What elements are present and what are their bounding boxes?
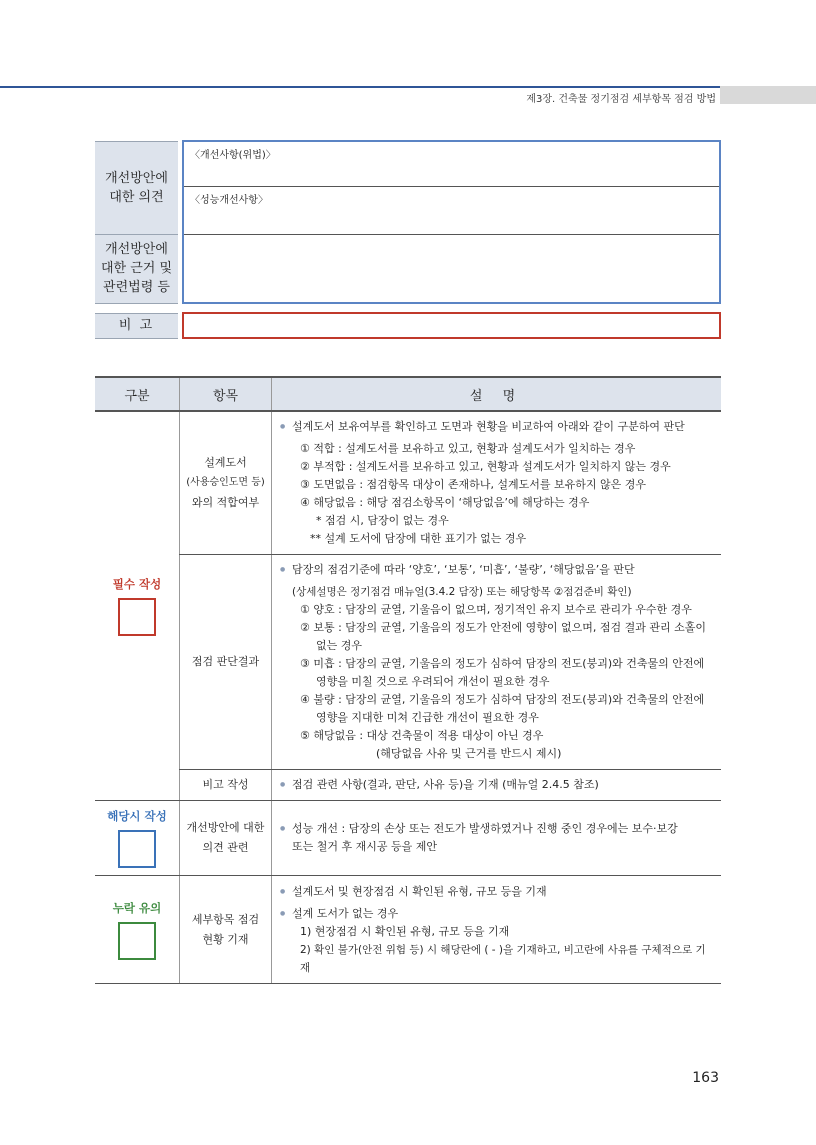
header-description: 설 명 <box>272 377 722 411</box>
opinion-label: 개선방안에 대한 의견 <box>95 141 178 234</box>
desc-design-docs: ● 설계도서 보유여부를 확인하고 도면과 현황을 비교하여 아래와 같이 구분하여 판단 ① 적합 : 설계도서를 보유하고 있고, 현황과 설계도서가 일치하는 경우 ② 부적합 : 설계도서를 보유하고 있고, 현황과 설계도서가 일치하지 않는 경우 ③ 도면없음 : 점검항목 대상이 존재하나, 설계도서를 보유하지 않은 경우 ④ 해당없음 : 해당 점검소항목이 ‘해당없음’에 해당하는 경우 * 점검 시, 담장이 없는 경우 ** 설계 도서에 담장에 대한 표기가 없는 경우 <box>272 411 722 555</box>
desc-judgement: ● 담장의 점검기준에 따라 ‘양호’, ‘보통’, ‘미흡’, ‘불량’, ‘해당없음’을 판단 (상세설명은 정기점검 매뉴얼(3.4.2 담장) 또는 해당항목 ②점검준비 확인) ① 양호 : 담장의 균열, 기울음이 없으며, 정기적인 유지 보수로 관리가 우수한 경우 ② 보통 : 담장의 균열, 기울음의 정도가 안전에 영향이 없으며, 점검 결과 관리 소홀이 없는 경우 ③ 미흡 : 담장의 균열, 기울음의 정도가 심하여 담장의 전도(붕괴)와 건축물의 안전에 영향을 미칠 것으로 우려되어 개선이 필요한 경우 ④ 불량 : 담장의 균열, 기울음의 정도가 심하여 담장의 전도(붕괴)와 건축물의 안전에 영향을 지대한 미쳐 긴급한 개선이 필요한 경우 ⑤ 해당없음 : 대상 건축물이 적용 대상이 아닌 경우 (해당없음 사유 및 근거를 반드시 제시) <box>272 555 722 770</box>
desc-opinion: ● 성능 개선 : 담장의 손상 또는 전도가 발생하였거나 진행 중인 경우에는 보수·보강 또는 철거 후 재시공 등을 제안 <box>272 801 722 876</box>
header-category: 구분 <box>95 377 180 411</box>
caution-green-square <box>118 922 156 960</box>
item-design-docs: 설계도서 (사용승인도면 등) 와의 적합여부 <box>180 411 272 555</box>
item-opinion: 개선방안에 대한 의견 관련 <box>180 801 272 876</box>
header-rule <box>0 86 720 88</box>
category-required: 필수 작성 <box>95 411 180 801</box>
opinion-form <box>95 140 721 339</box>
opinion-field[interactable] <box>183 141 720 234</box>
header-tab <box>720 86 816 104</box>
basis-label: 개선방안에 대한 근거 및 관련법령 등 <box>95 234 178 303</box>
required-red-square <box>118 598 156 636</box>
desc-status: ● 설계도서 및 현장점검 시 확인된 유형, 규모 등을 기재 ● 설계 도서가 없는 경우 1) 현장점검 시 확인된 유형, 규모 등을 기재 2) 확인 불가(안전 위험 등) 시 해당란에 ( - )을 기재하고, 비고란에 사유를 구체적으로 기재 <box>272 876 722 984</box>
item-remarks: 비고 작성 <box>180 770 272 801</box>
improvement-violation-field[interactable]: 〈개선사항(위법)〉 <box>184 142 719 187</box>
basis-field[interactable] <box>183 234 720 303</box>
category-applicable: 해당시 작성 <box>95 801 180 876</box>
chapter-title: 제3장. 건축물 정기점검 세부항목 점검 방법 <box>526 94 716 105</box>
guide-table <box>95 376 721 984</box>
applicable-blue-square <box>118 830 156 868</box>
category-caution: 누락 유의 <box>95 876 180 984</box>
item-judgement: 점검 판단결과 <box>180 555 272 770</box>
remarks-field[interactable] <box>183 313 720 338</box>
item-status: 세부항목 점검 현황 기재 <box>180 876 272 984</box>
page-number: 163 <box>692 1070 719 1086</box>
desc-remarks: ● 점검 관련 사항(결과, 판단, 사유 등)을 기재 (매뉴얼 2.4.5 참조) <box>272 770 722 801</box>
remarks-label: 비 고 <box>95 313 178 338</box>
performance-improvement-field[interactable]: 〈성능개선사항〉 <box>190 195 268 206</box>
header-item: 항목 <box>180 377 272 411</box>
